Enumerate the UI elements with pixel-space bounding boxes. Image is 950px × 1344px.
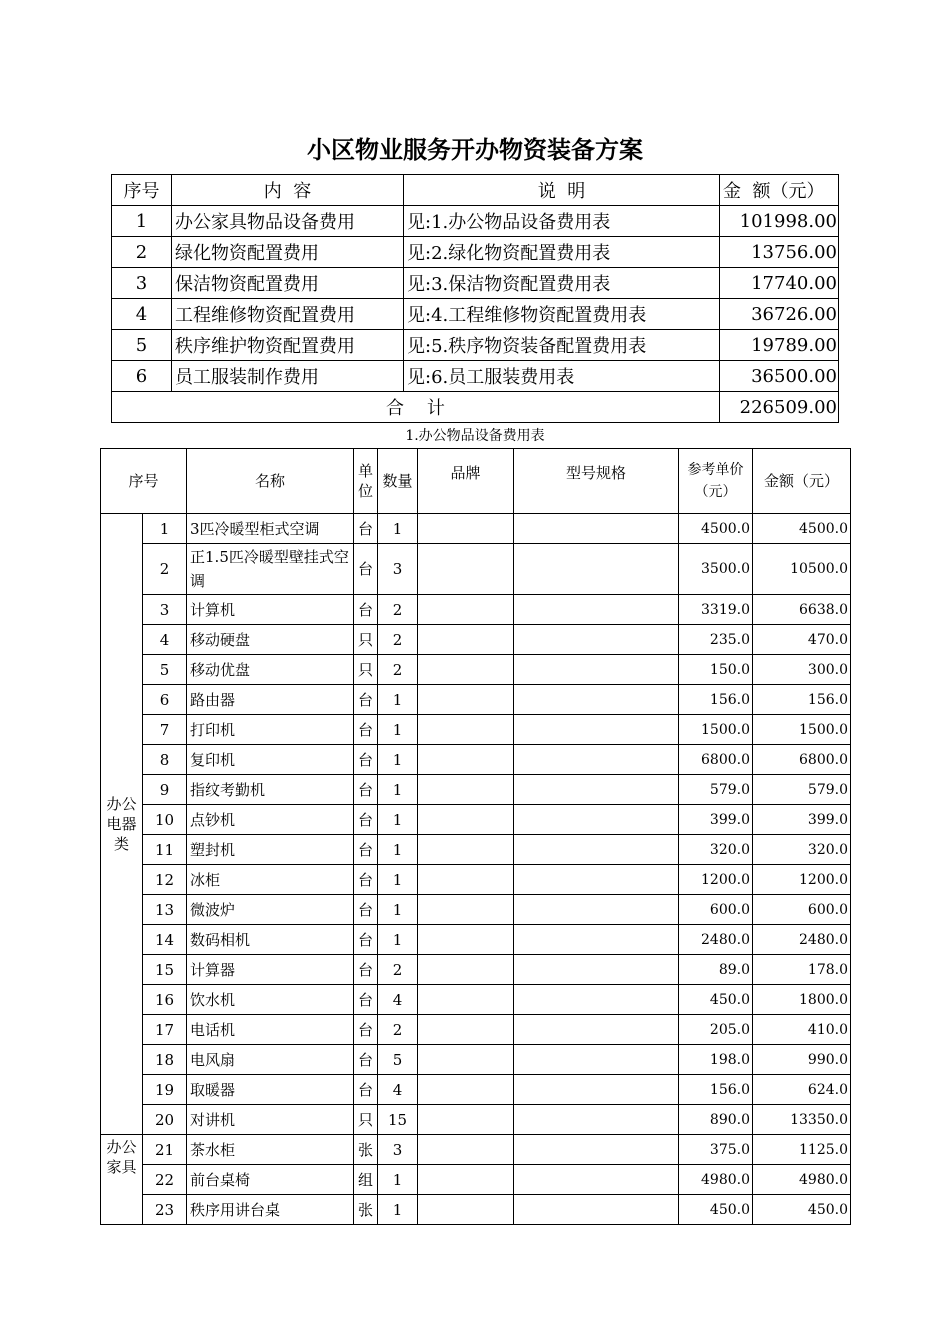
row-qty: 1 — [378, 835, 418, 865]
row-brand — [418, 1135, 514, 1165]
office-header-row — [101, 449, 851, 514]
row-name: 秩序用讲台桌 — [187, 1195, 354, 1225]
row-unit: 台 — [354, 1045, 378, 1075]
header-amount: 金额（元） — [753, 449, 851, 514]
row-no: 21 — [143, 1135, 187, 1165]
row-amount: 1800.0 — [753, 985, 851, 1015]
summary-header-row — [112, 175, 839, 206]
row-unit: 台 — [354, 985, 378, 1015]
row-amount: 36500.00 — [720, 361, 839, 392]
row-qty: 1 — [378, 745, 418, 775]
row-price: 375.0 — [679, 1135, 753, 1165]
row-brand — [418, 1015, 514, 1045]
row-content: 办公家具物品设备费用 — [172, 206, 404, 237]
row-price: 3319.0 — [679, 595, 753, 625]
row-model — [514, 745, 679, 775]
row-amount: 1500.0 — [753, 715, 851, 745]
row-name: 数码相机 — [187, 925, 354, 955]
row-price: 2480.0 — [679, 925, 753, 955]
row-brand — [418, 745, 514, 775]
row-amount: 1125.0 — [753, 1135, 851, 1165]
row-model — [514, 1105, 679, 1135]
row-no: 8 — [143, 745, 187, 775]
row-price: 1200.0 — [679, 865, 753, 895]
row-amount: 178.0 — [753, 955, 851, 985]
row-brand — [418, 925, 514, 955]
table-row — [101, 1075, 851, 1105]
row-model — [514, 715, 679, 745]
row-amount: 156.0 — [753, 685, 851, 715]
row-brand — [418, 985, 514, 1015]
row-amount: 300.0 — [753, 655, 851, 685]
table-row — [101, 1165, 851, 1195]
row-no: 6 — [112, 361, 172, 392]
summary-row — [112, 237, 839, 268]
row-qty: 15 — [378, 1105, 418, 1135]
row-amount: 990.0 — [753, 1045, 851, 1075]
row-no: 11 — [143, 835, 187, 865]
row-brand — [418, 1075, 514, 1105]
row-unit: 只 — [354, 625, 378, 655]
row-name: 微波炉 — [187, 895, 354, 925]
category-office-electric: 办公电器类 — [101, 514, 143, 1135]
row-content: 员工服装制作费用 — [172, 361, 404, 392]
header-amount: 金 额（元） — [720, 175, 839, 206]
row-note: 见:5.秩序物资装备配置费用表 — [404, 330, 720, 361]
row-qty: 3 — [378, 1135, 418, 1165]
row-name: 塑封机 — [187, 835, 354, 865]
row-model — [514, 1015, 679, 1045]
row-price: 4980.0 — [679, 1165, 753, 1195]
row-qty: 1 — [378, 805, 418, 835]
row-name: 指纹考勤机 — [187, 775, 354, 805]
row-unit: 台 — [354, 775, 378, 805]
table-row — [101, 544, 851, 595]
total-label: 合 计 — [112, 392, 720, 423]
row-amount: 101998.00 — [720, 206, 839, 237]
row-brand — [418, 1195, 514, 1225]
row-name: 计算器 — [187, 955, 354, 985]
row-model — [514, 1165, 679, 1195]
row-note: 见:6.员工服装费用表 — [404, 361, 720, 392]
row-amount: 2480.0 — [753, 925, 851, 955]
row-unit: 台 — [354, 1075, 378, 1105]
row-unit: 张 — [354, 1195, 378, 1225]
row-name: 移动硬盘 — [187, 625, 354, 655]
row-amount: 600.0 — [753, 895, 851, 925]
row-amount: 4500.0 — [753, 514, 851, 544]
row-qty: 2 — [378, 625, 418, 655]
row-brand — [418, 1105, 514, 1135]
table-row — [101, 745, 851, 775]
row-brand — [418, 865, 514, 895]
row-unit: 台 — [354, 514, 378, 544]
row-model — [514, 544, 679, 595]
row-no: 12 — [143, 865, 187, 895]
row-brand — [418, 715, 514, 745]
category-office-furniture: 办公家具 — [101, 1135, 143, 1225]
row-model — [514, 625, 679, 655]
row-unit: 台 — [354, 745, 378, 775]
table-row — [101, 865, 851, 895]
row-name: 饮水机 — [187, 985, 354, 1015]
row-model — [514, 865, 679, 895]
row-amount: 6800.0 — [753, 745, 851, 775]
row-price: 6800.0 — [679, 745, 753, 775]
row-brand — [418, 685, 514, 715]
row-no: 5 — [112, 330, 172, 361]
header-brand: 品牌 — [418, 449, 514, 514]
table-row — [101, 835, 851, 865]
office-table-subtitle: 1.办公物品设备费用表 — [405, 428, 545, 444]
table-row — [101, 595, 851, 625]
row-price: 89.0 — [679, 955, 753, 985]
row-qty: 2 — [378, 595, 418, 625]
row-unit: 张 — [354, 1135, 378, 1165]
row-unit: 台 — [354, 925, 378, 955]
row-name: 冰柜 — [187, 865, 354, 895]
row-unit: 组 — [354, 1165, 378, 1195]
table-row — [101, 655, 851, 685]
row-price: 150.0 — [679, 655, 753, 685]
row-name: 前台桌椅 — [187, 1165, 354, 1195]
row-amount: 470.0 — [753, 625, 851, 655]
table-row — [101, 895, 851, 925]
row-price: 3500.0 — [679, 544, 753, 595]
row-brand — [418, 1165, 514, 1195]
row-model — [514, 1195, 679, 1225]
row-unit: 只 — [354, 655, 378, 685]
table-row — [101, 775, 851, 805]
table-row — [101, 1045, 851, 1075]
row-price: 399.0 — [679, 805, 753, 835]
row-price: 235.0 — [679, 625, 753, 655]
header-no: 序号 — [112, 175, 172, 206]
row-model — [514, 1045, 679, 1075]
row-amount: 17740.00 — [720, 268, 839, 299]
summary-row — [112, 330, 839, 361]
row-model — [514, 514, 679, 544]
row-unit: 台 — [354, 805, 378, 835]
row-model — [514, 685, 679, 715]
row-no: 10 — [143, 805, 187, 835]
row-content: 绿化物资配置费用 — [172, 237, 404, 268]
row-unit: 台 — [354, 835, 378, 865]
row-qty: 2 — [378, 1015, 418, 1045]
row-qty: 1 — [378, 685, 418, 715]
row-price: 1500.0 — [679, 715, 753, 745]
row-no: 13 — [143, 895, 187, 925]
header-qty: 数量 — [378, 449, 418, 514]
row-amount: 399.0 — [753, 805, 851, 835]
row-model — [514, 895, 679, 925]
row-brand — [418, 1045, 514, 1075]
row-price: 320.0 — [679, 835, 753, 865]
row-brand — [418, 775, 514, 805]
row-no: 7 — [143, 715, 187, 745]
table-row — [101, 1105, 851, 1135]
table-row — [101, 685, 851, 715]
row-qty: 5 — [378, 1045, 418, 1075]
row-unit: 台 — [354, 595, 378, 625]
row-unit: 台 — [354, 955, 378, 985]
row-amount: 10500.0 — [753, 544, 851, 595]
header-content: 内 容 — [172, 175, 404, 206]
row-model — [514, 1075, 679, 1105]
row-price: 450.0 — [679, 1195, 753, 1225]
row-qty: 1 — [378, 1195, 418, 1225]
row-name: 计算机 — [187, 595, 354, 625]
row-amount: 579.0 — [753, 775, 851, 805]
row-content: 秩序维护物资配置费用 — [172, 330, 404, 361]
row-unit: 台 — [354, 685, 378, 715]
row-qty: 4 — [378, 1075, 418, 1105]
row-model — [514, 955, 679, 985]
page-title: 小区物业服务开办物资装备方案 — [307, 136, 643, 164]
row-brand — [418, 955, 514, 985]
row-brand — [418, 895, 514, 925]
row-no: 3 — [112, 268, 172, 299]
row-no: 19 — [143, 1075, 187, 1105]
summary-total-row — [112, 392, 839, 423]
row-unit: 台 — [354, 865, 378, 895]
row-amount: 410.0 — [753, 1015, 851, 1045]
summary-row — [112, 361, 839, 392]
row-name: 正1.5匹冷暖型壁挂式空调 — [187, 544, 354, 595]
row-brand — [418, 514, 514, 544]
row-unit: 台 — [354, 544, 378, 595]
row-brand — [418, 595, 514, 625]
row-no: 16 — [143, 985, 187, 1015]
row-unit: 台 — [354, 1015, 378, 1045]
row-model — [514, 835, 679, 865]
row-qty: 1 — [378, 865, 418, 895]
row-content: 保洁物资配置费用 — [172, 268, 404, 299]
header-model: 型号规格 — [514, 449, 679, 514]
row-no: 18 — [143, 1045, 187, 1075]
row-no: 2 — [112, 237, 172, 268]
summary-row — [112, 206, 839, 237]
row-unit: 只 — [354, 1105, 378, 1135]
table-row — [101, 1195, 851, 1225]
row-model — [514, 925, 679, 955]
header-name: 名称 — [187, 449, 354, 514]
row-no: 20 — [143, 1105, 187, 1135]
row-model — [514, 985, 679, 1015]
row-amount: 13756.00 — [720, 237, 839, 268]
summary-row — [112, 299, 839, 330]
table-row — [101, 1015, 851, 1045]
total-amount: 226509.00 — [720, 392, 839, 423]
row-qty: 1 — [378, 514, 418, 544]
row-brand — [418, 805, 514, 835]
row-qty: 2 — [378, 655, 418, 685]
row-name: 复印机 — [187, 745, 354, 775]
table-row — [101, 625, 851, 655]
row-no: 2 — [143, 544, 187, 595]
table-row — [101, 715, 851, 745]
table-row — [101, 1135, 851, 1165]
row-note: 见:2.绿化物资配置费用表 — [404, 237, 720, 268]
row-no: 9 — [143, 775, 187, 805]
row-model — [514, 775, 679, 805]
row-amount: 13350.0 — [753, 1105, 851, 1135]
row-no: 23 — [143, 1195, 187, 1225]
row-no: 15 — [143, 955, 187, 985]
row-no: 6 — [143, 685, 187, 715]
row-amount: 450.0 — [753, 1195, 851, 1225]
row-amount: 6638.0 — [753, 595, 851, 625]
row-qty: 1 — [378, 775, 418, 805]
row-model — [514, 655, 679, 685]
office-equipment-table — [100, 448, 851, 1225]
row-name: 打印机 — [187, 715, 354, 745]
row-name: 对讲机 — [187, 1105, 354, 1135]
row-price: 156.0 — [679, 1075, 753, 1105]
row-price: 205.0 — [679, 1015, 753, 1045]
row-name: 移动优盘 — [187, 655, 354, 685]
summary-table — [111, 174, 839, 423]
row-price: 579.0 — [679, 775, 753, 805]
row-qty: 1 — [378, 925, 418, 955]
row-no: 22 — [143, 1165, 187, 1195]
row-name: 取暖器 — [187, 1075, 354, 1105]
table-row — [101, 514, 851, 544]
row-unit: 台 — [354, 715, 378, 745]
row-price: 600.0 — [679, 895, 753, 925]
row-no: 1 — [112, 206, 172, 237]
table-row — [101, 985, 851, 1015]
row-model — [514, 1135, 679, 1165]
row-no: 3 — [143, 595, 187, 625]
row-no: 4 — [112, 299, 172, 330]
row-note: 见:4.工程维修物资配置费用表 — [404, 299, 720, 330]
row-price: 890.0 — [679, 1105, 753, 1135]
table-row — [101, 805, 851, 835]
header-unit: 单位 — [354, 449, 378, 514]
row-name: 茶水柜 — [187, 1135, 354, 1165]
row-brand — [418, 655, 514, 685]
header-price: 参考单价（元） — [679, 449, 753, 514]
row-price: 198.0 — [679, 1045, 753, 1075]
row-qty: 1 — [378, 895, 418, 925]
row-no: 1 — [143, 514, 187, 544]
table-row — [101, 925, 851, 955]
row-brand — [418, 544, 514, 595]
row-price: 4500.0 — [679, 514, 753, 544]
row-qty: 1 — [378, 715, 418, 745]
row-brand — [418, 835, 514, 865]
row-price: 450.0 — [679, 985, 753, 1015]
row-amount: 320.0 — [753, 835, 851, 865]
row-qty: 2 — [378, 955, 418, 985]
row-amount: 4980.0 — [753, 1165, 851, 1195]
row-name: 电话机 — [187, 1015, 354, 1045]
row-qty: 1 — [378, 1165, 418, 1195]
row-brand — [418, 625, 514, 655]
row-model — [514, 805, 679, 835]
row-qty: 4 — [378, 985, 418, 1015]
row-name: 路由器 — [187, 685, 354, 715]
row-name: 点钞机 — [187, 805, 354, 835]
row-amount: 36726.00 — [720, 299, 839, 330]
row-amount: 1200.0 — [753, 865, 851, 895]
row-content: 工程维修物资配置费用 — [172, 299, 404, 330]
row-qty: 3 — [378, 544, 418, 595]
row-name: 电风扇 — [187, 1045, 354, 1075]
row-amount: 19789.00 — [720, 330, 839, 361]
header-no: 序号 — [101, 449, 187, 514]
header-note: 说 明 — [404, 175, 720, 206]
row-no: 14 — [143, 925, 187, 955]
summary-row — [112, 268, 839, 299]
row-model — [514, 595, 679, 625]
row-amount: 624.0 — [753, 1075, 851, 1105]
table-row — [101, 955, 851, 985]
row-name: 3匹冷暖型柜式空调 — [187, 514, 354, 544]
row-price: 156.0 — [679, 685, 753, 715]
row-unit: 台 — [354, 895, 378, 925]
row-note: 见:1.办公物品设备费用表 — [404, 206, 720, 237]
row-note: 见:3.保洁物资配置费用表 — [404, 268, 720, 299]
row-no: 5 — [143, 655, 187, 685]
row-no: 17 — [143, 1015, 187, 1045]
row-no: 4 — [143, 625, 187, 655]
